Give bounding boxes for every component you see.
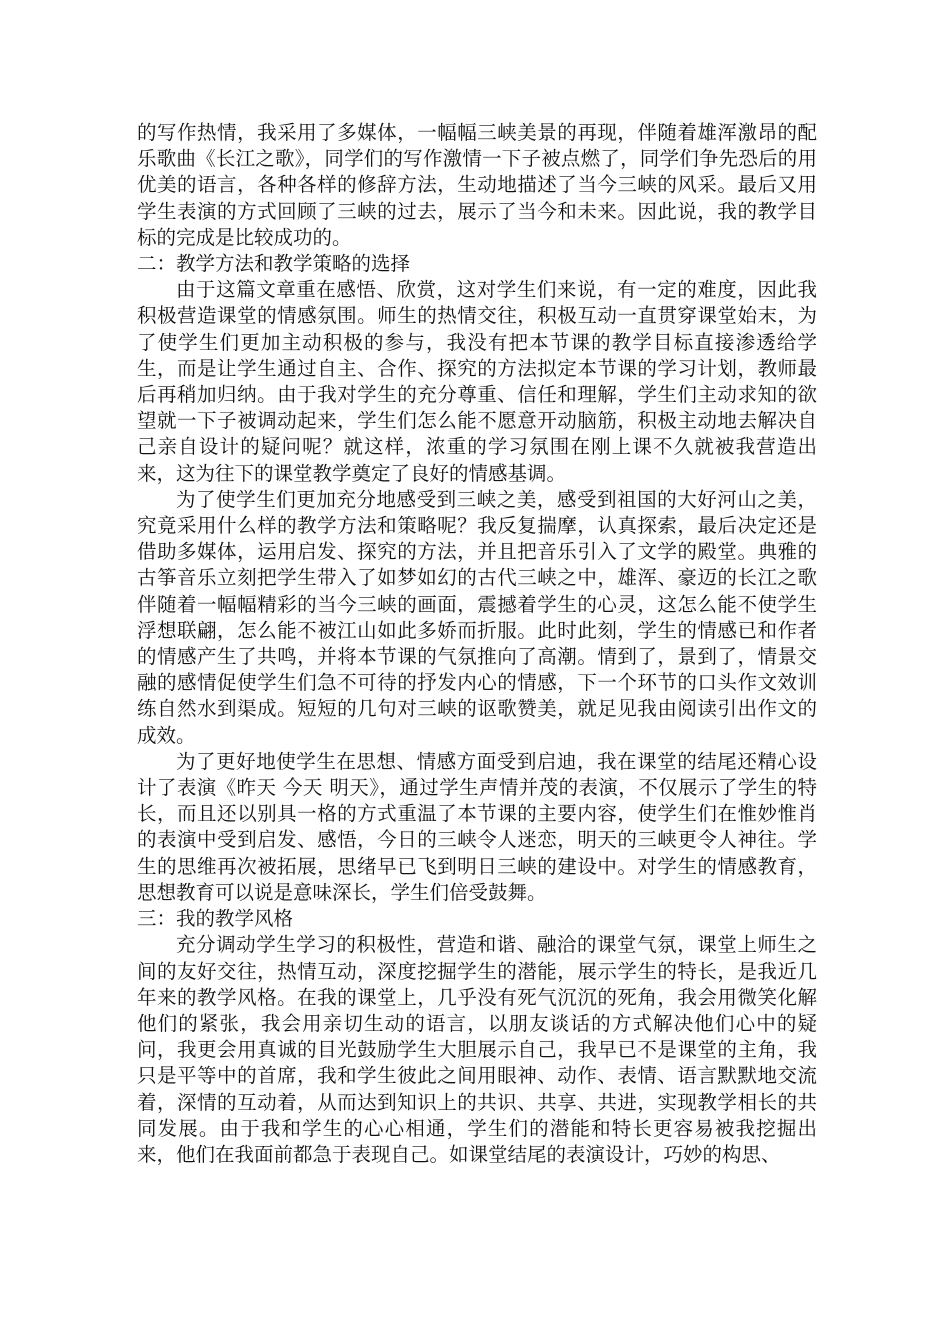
paragraph-continued: 的写作热情，我采用了多媒体，一幅幅三峡美景的再现，伴随着雄浑激昂的配乐歌曲《长江之歌》，同学们的写作激情一下子被点燃了，同学们争先恐后的用优美的语言，各种各样的修辞方法，生动地描述了当今三峡的风采。最后又用学生表演的方式回顾了三峡的过去，展示了当今和未来。因此说，我的教学目标的完成是比较成功的。 [137, 121, 817, 249]
paragraph: 由于这篇文章重在感悟、欣赏，这对学生们来说，有一定的难度，因此我积极营造课堂的情感氛围。师生的热情交往，积极互动一直贯穿课堂始末，为了使学生们更加主动积极的参与，我没有把本节课的教学目标直接渗透给学生，而是让学生通过自主、合作、探究的方法拟定本节课的学习计划，教师最后再稍加归纳。由于我对学生的充分尊重、信任和理解，学生们主动求知的欲望就一下子被调动起来，学生们怎么能不愿意开动脑筋，积极主动地去解决自己亲自设计的疑问呢？就这样，浓重的学习氛围在刚上课不久就被我营造出来，这为往下的课堂教学奠定了良好的情感基调。 [137, 278, 817, 485]
section-heading-three: 三：我的教学风格 [137, 907, 294, 931]
paragraph: 充分调动学生学习的积极性，营造和谐、融洽的课堂气氛，课堂上师生之间的友好交往，热情互动，深度挖掘学生的潜能，展示学生的特长，是我近几年来的教学风格。在我的课堂上，几乎没有死气沉沉的死角，我会用微笑化解他们的紧张，我会用亲切生动的语言，以朋友谈话的方式解决他们心中的疑问，我更会用真诚的目光鼓励学生大胆展示自己，我早已不是课堂的主角，我只是平等中的首席，我和学生彼此之间用眼神、动作、表情、语言默默地交流着，深情的互动着，从而达到知识上的共识、共享、共进，实现教学相长的共同发展。由于我和学生的心心相通，学生们的潜能和特长更容易被我挖掘出来，他们在我面前都急于表现自己。如课堂结尾的表演设计，巧妙的构思、 [137, 933, 817, 1166]
paragraph: 为了更好地使学生在思想、情感方面受到启迪，我在课堂的结尾还精心设计了表演《昨天 今天 明天》，通过学生声情并茂的表演，不仅展示了学生的特长，而且还以别具一格的方式重温了本节课的主要内容，使学生们在惟妙惟肖的表演中受到启发、感悟，今日的三峡令人迷恋，明天的三峡更令人神往。学生的思维再次被拓展，思绪早已飞到明日三峡的建设中。对学生的情感教育，思想教育可以说是意味深长，学生们倍受鼓舞。 [137, 749, 817, 904]
document-page [137, 120, 817, 1168]
paragraph: 为了使学生们更加充分地感受到三峡之美，感受到祖国的大好河山之美，究竟采用什么样的教学方法和策略呢？我反复揣摩，认真探索，最后决定还是借助多媒体，运用启发、探究的方法，并且把音乐引入了文学的殿堂。典雅的古筝音乐立刻把学生带入了如梦如幻的古代三峡之中，雄浑、豪迈的长江之歌伴随着一幅幅精彩的当今三峡的画面，震撼着学生的心灵，这怎么能不使学生浮想联翩，怎么能不被江山如此多娇而折服。此时此刻，学生的情感已和作者的情感产生了共鸣，并将本节课的气氛推向了高潮。情到了，景到了，情景交融的感情促使学生们急不可待的抒发内心的情感，下一个环节的口头作文效训练自然水到渠成。短短的几句对三峡的讴歌赞美，就足见我由阅读引出作文的成效。 [137, 487, 817, 747]
section-heading-two: 二：教学方法和教学策略的选择 [137, 252, 411, 276]
